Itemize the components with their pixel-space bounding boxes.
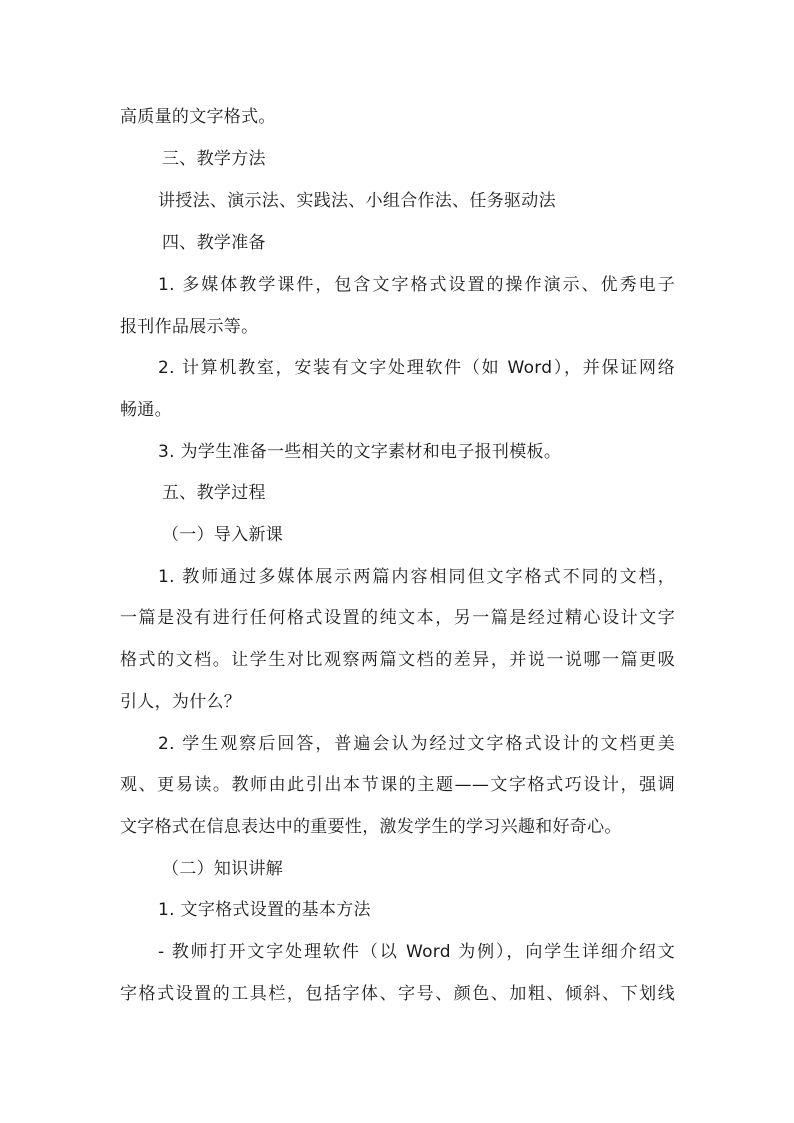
list-item: 1. 多媒体教学课件，包含文字格式设置的操作演示、优秀电子 xyxy=(158,275,675,295)
subsection-heading: （一）导入新课 xyxy=(162,525,284,545)
list-item: 2. 计算机教室，安装有文字处理软件（如 Word），并保证网络 xyxy=(158,358,675,378)
text-line: 报刊作品展示等。 xyxy=(120,317,259,337)
text-line: 讲授法、演示法、实践法、小组合作法、任务驱动法 xyxy=(158,191,556,211)
text-line: 畅通。 xyxy=(120,400,172,420)
list-item: - 教师打开文字处理软件（以 Word 为例），向学生详细介绍文 xyxy=(158,942,675,962)
subsection-heading: （二）知识讲解 xyxy=(162,859,284,879)
list-item: 1. 文字格式设置的基本方法 xyxy=(158,900,371,920)
text-line: 高质量的文字格式。 xyxy=(120,107,276,127)
list-item: 2. 学生观察后回答，普遍会认为经过文字格式设计的文档更美 xyxy=(158,734,675,754)
text-line: 引人，为什么？ xyxy=(120,692,242,712)
section-heading: 五、教学过程 xyxy=(162,483,266,503)
text-line: 格式的文档。让学生对比观察两篇文档的差异，并说一说哪一篇更吸 xyxy=(120,650,675,670)
text-line: 文字格式在信息表达中的重要性，激发学生的学习兴趣和好奇心。 xyxy=(120,817,622,837)
section-heading: 四、教学准备 xyxy=(162,233,266,253)
list-item: 3. 为学生准备一些相关的文字素材和电子报刊模板。 xyxy=(158,442,562,462)
section-heading: 三、教学方法 xyxy=(162,149,266,169)
text-line: 字格式设置的工具栏，包括字体、字号、颜色、加粗、倾斜、下划线 xyxy=(120,984,675,1004)
list-item: 1. 教师通过多媒体展示两篇内容相同但文字格式不同的文档， xyxy=(158,567,675,587)
text-line: 一篇是没有进行任何格式设置的纯文本，另一篇是经过精心设计文字 xyxy=(120,608,675,628)
text-line: 观、更易读。教师由此引出本节课的主题——文字格式巧设计，强调 xyxy=(120,775,675,795)
